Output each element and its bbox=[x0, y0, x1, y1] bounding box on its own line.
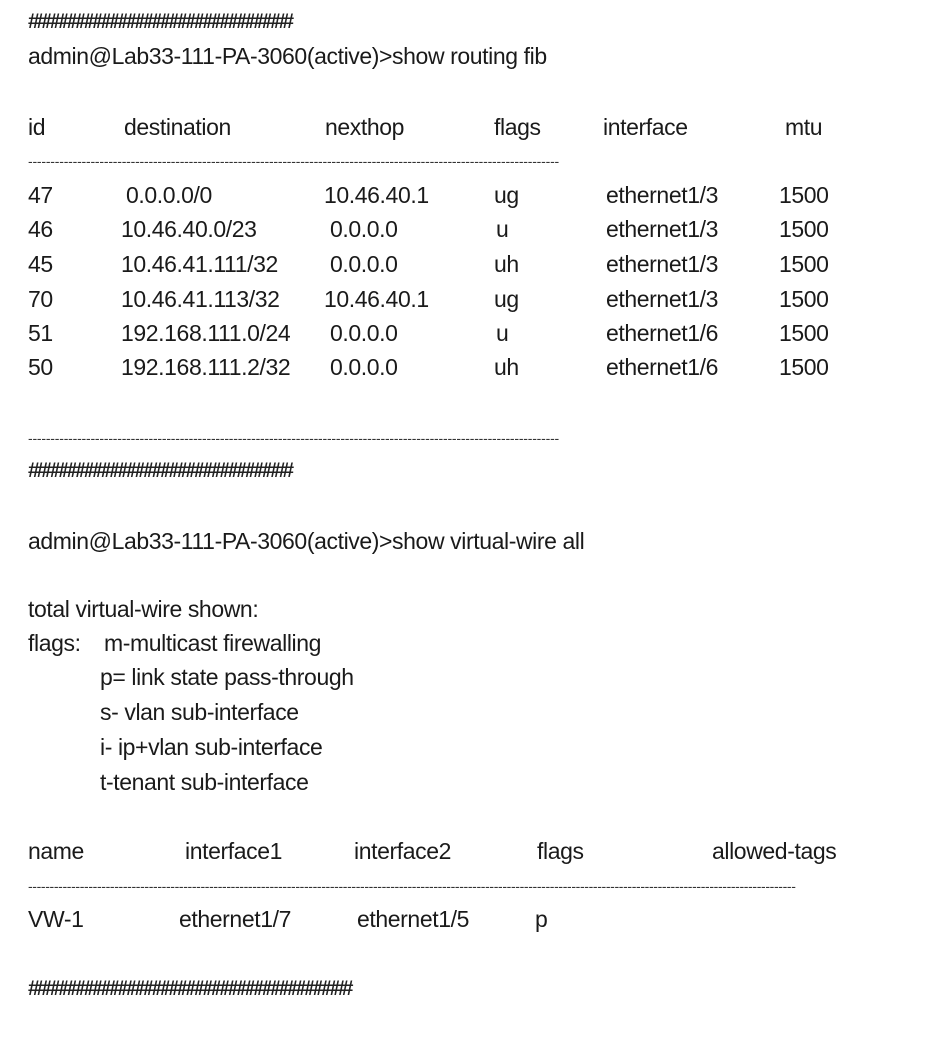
cell-destination: 0.0.0.0/0 bbox=[126, 182, 212, 208]
cell-nexthop: 10.46.40.1 bbox=[324, 286, 429, 312]
dash-separator: ----------------------------------------------------------------------------------------------------------------------- bbox=[28, 430, 559, 446]
cell-flags: ug bbox=[494, 286, 519, 312]
cell-mtu: 1500 bbox=[779, 320, 829, 346]
cell-mtu: 1500 bbox=[779, 286, 829, 312]
cell-id: 45 bbox=[28, 251, 53, 277]
cell-flags: p bbox=[535, 906, 548, 932]
hash-separator-top: ############################### bbox=[28, 10, 291, 33]
hash-separator: ############################### bbox=[28, 459, 291, 482]
cell-id: 50 bbox=[28, 354, 53, 380]
cell-flags: u bbox=[496, 216, 509, 242]
cell-destination: 192.168.111.2/32 bbox=[121, 354, 291, 380]
cell-nexthop: 0.0.0.0 bbox=[330, 354, 398, 380]
cell-interface: ethernet1/3 bbox=[606, 182, 718, 208]
cell-mtu: 1500 bbox=[779, 354, 829, 380]
flag-legend-line: i- ip+vlan sub-interface bbox=[100, 734, 323, 760]
cell-id: 70 bbox=[28, 286, 53, 312]
dash-separator-long: ---------------------------------------------------------------------------------------------------------------------------------------------------------------------------------- bbox=[28, 878, 796, 894]
cell-mtu: 1500 bbox=[779, 182, 829, 208]
header-mtu: mtu bbox=[785, 114, 823, 140]
header-name: name bbox=[28, 838, 84, 864]
cell-destination: 10.46.41.113/32 bbox=[121, 286, 280, 312]
cell-flags: ug bbox=[494, 182, 519, 208]
cell-interface2: ethernet1/5 bbox=[357, 906, 469, 932]
cell-interface: ethernet1/6 bbox=[606, 320, 718, 346]
cell-id: 51 bbox=[28, 320, 53, 346]
cell-id: 46 bbox=[28, 216, 53, 242]
header-id: id bbox=[28, 114, 46, 140]
flag-legend-line: m-multicast firewalling bbox=[104, 630, 322, 656]
cell-mtu: 1500 bbox=[779, 216, 829, 242]
cell-flags: uh bbox=[494, 251, 519, 277]
flag-legend-line: t-tenant sub-interface bbox=[100, 769, 309, 795]
cell-nexthop: 0.0.0.0 bbox=[330, 216, 398, 242]
cell-flags: u bbox=[496, 320, 509, 346]
header-nexthop: nexthop bbox=[325, 114, 405, 140]
cell-nexthop: 10.46.40.1 bbox=[324, 182, 429, 208]
header-interface1: interface1 bbox=[185, 838, 283, 864]
header-allowed-tags: allowed-tags bbox=[712, 838, 837, 864]
cell-nexthop: 0.0.0.0 bbox=[330, 320, 398, 346]
vwire-flags-label: flags: bbox=[28, 630, 81, 656]
cell-destination: 10.46.40.0/23 bbox=[121, 216, 257, 242]
routing-command-prompt: admin@Lab33-111-PA-3060(active)>show routing fib bbox=[28, 43, 547, 69]
cell-id: 47 bbox=[28, 182, 53, 208]
cell-destination: 192.168.111.0/24 bbox=[121, 320, 291, 346]
cell-name: VW-1 bbox=[28, 906, 84, 932]
header-flags: flags bbox=[494, 114, 541, 140]
cell-interface: ethernet1/3 bbox=[606, 251, 718, 277]
flag-legend-line: p= link state pass-through bbox=[100, 664, 354, 690]
header-interface2: interface2 bbox=[354, 838, 452, 864]
cell-flags: uh bbox=[494, 354, 519, 380]
hash-separator-bottom: ###################################### bbox=[28, 977, 351, 1000]
cell-interface: ethernet1/6 bbox=[606, 354, 718, 380]
header-interface: interface bbox=[603, 114, 688, 140]
header-destination: destination bbox=[124, 114, 231, 140]
cell-interface: ethernet1/3 bbox=[606, 216, 718, 242]
cell-nexthop: 0.0.0.0 bbox=[330, 251, 398, 277]
cell-interface1: ethernet1/7 bbox=[179, 906, 291, 932]
cell-mtu: 1500 bbox=[779, 251, 829, 277]
header-flags: flags bbox=[537, 838, 584, 864]
vwire-command-prompt: admin@Lab33-111-PA-3060(active)>show virtual-wire all bbox=[28, 528, 585, 554]
cell-interface: ethernet1/3 bbox=[606, 286, 718, 312]
dash-separator: ----------------------------------------------------------------------------------------------------------------------- bbox=[28, 153, 559, 169]
flag-legend-line: s- vlan sub-interface bbox=[100, 699, 299, 725]
vwire-total-label: total virtual-wire shown: bbox=[28, 596, 259, 622]
cell-destination: 10.46.41.111/32 bbox=[121, 251, 278, 277]
